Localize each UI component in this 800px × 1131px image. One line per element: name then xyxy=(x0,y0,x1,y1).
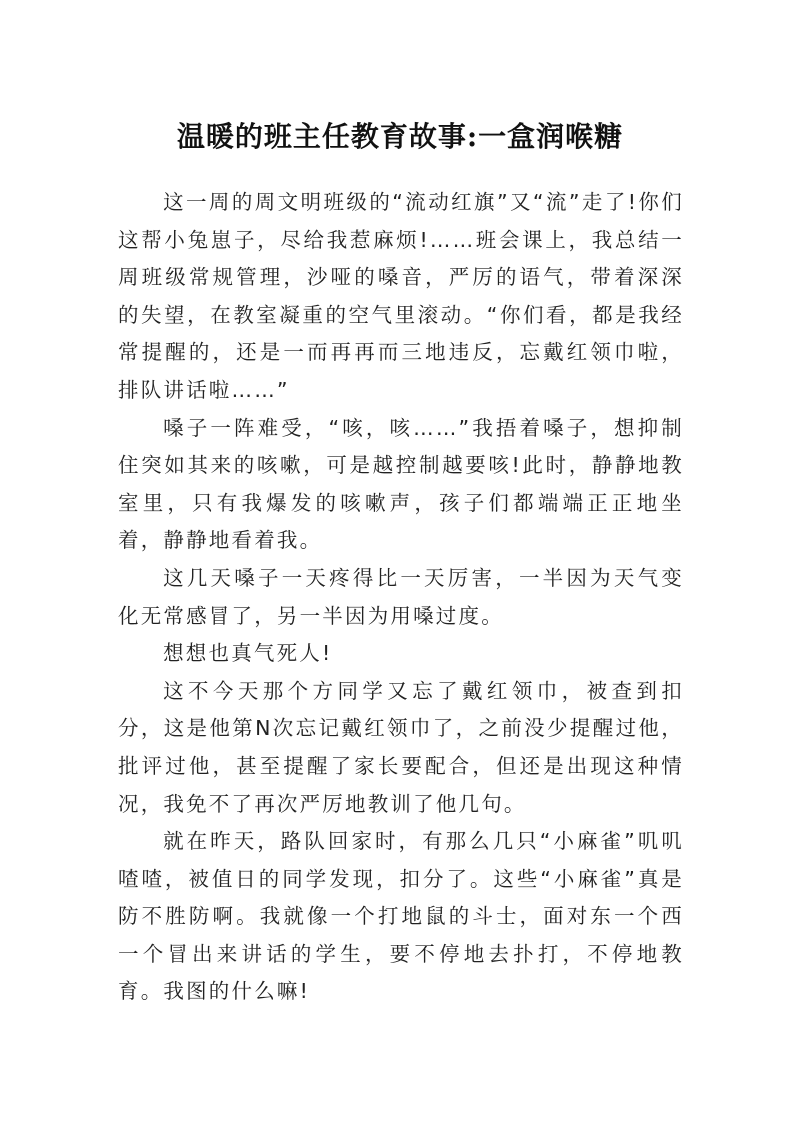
document-body xyxy=(118,184,684,1011)
paragraph: 这不今天那个方同学又忘了戴红领巾，被查到扣分，这是他第N次忘记戴红领巾了，之前没少提醒过他，批评过他，甚至提醒了家长要配合，但还是出现这种情况，我免不了再次严厉地教训了他几句。 xyxy=(118,678,684,816)
paragraph: 这几天嗓子一天疼得比一天厉害，一半因为天气变化无常感冒了，另一半因为用嗓过度。 xyxy=(118,565,684,628)
document-title: 温暖的班主任教育故事:一盒润喉糖 xyxy=(176,119,624,153)
paragraph: 就在昨天，路队回家时，有那么几只“小麻雀”叽叽喳喳，被值日的同学发现，扣分了。这些“小麻雀”真是防不胜防啊。我就像一个打地鼠的斗士，面对东一个西一个冒出来讲话的学生，要不停地去扑打，不停地教育。我图的什么嘛! xyxy=(118,829,684,1004)
paragraph: 想想也真气死人! xyxy=(163,641,333,666)
paragraph: 嗓子一阵难受，“咳，咳……”我捂着嗓子，想抑制住突如其来的咳嗽，可是越控制越要咳!此时，静静地教室里，只有我爆发的咳嗽声，孩子们都端端正正地坐着，静静地看着我。 xyxy=(118,415,684,553)
paragraph: 这一周的周文明班级的“流动红旗”又“流”走了!你们这帮小兔崽子，尽给我惹麻烦!……班会课上，我总结一周班级常规管理，沙哑的嗓音，严厉的语气，带着深深的失望，在教室凝重的空气里滚动。“你们看，都是我经常提醒的，还是一而再再而三地违反，忘戴红领巾啦，排队讲话啦……” xyxy=(118,190,684,402)
